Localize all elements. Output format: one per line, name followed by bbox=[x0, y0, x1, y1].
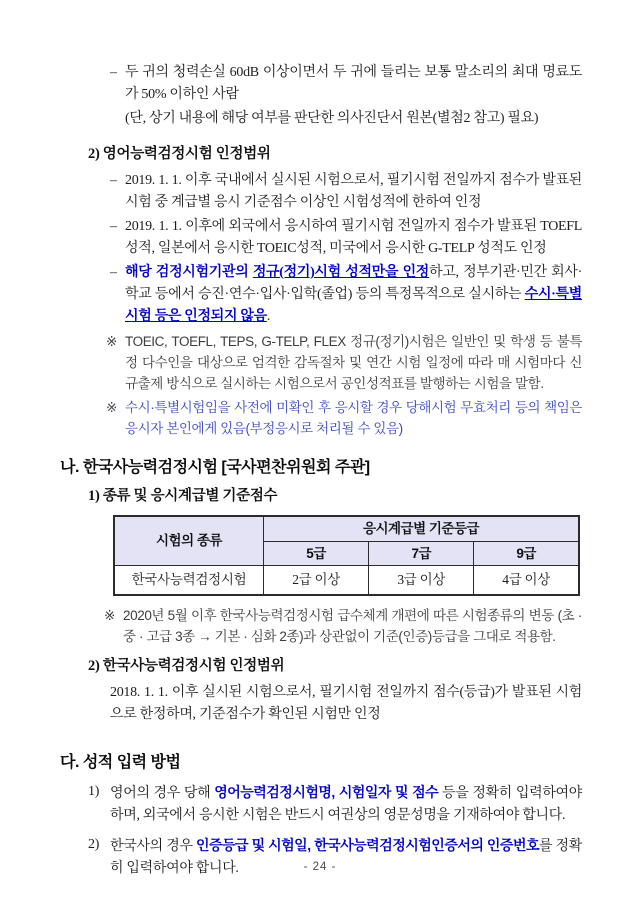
table-header-row bbox=[114, 516, 579, 542]
english-input-highlight: 영어능력검정시험명, 시험일자 및 점수 bbox=[214, 784, 439, 800]
dash-marker: – bbox=[110, 173, 117, 188]
page-number: - 24 - bbox=[303, 861, 337, 873]
grade-system-change-note bbox=[104, 605, 582, 647]
score-input-item-english bbox=[88, 781, 582, 827]
english-scope-item-foreign-text: 2019. 1. 1. 이후에 외국에서 응시하여 필기시험 전일까지 점수가 발표된 TOEFL성적, 일본에서 응시한 TOEIC성적, 미국에서 응시한 G-TELP 성적도 인정 bbox=[125, 219, 582, 256]
english-input-post-text: 등을 정확히 입력하여야 하며, 외국에서 응시한 시험은 반드시 여권상의 영문성명을 기재하여야 합니다. bbox=[110, 786, 582, 823]
score-input-heading: 다. 성적 입력 방법 bbox=[60, 754, 181, 771]
regular-exam-plain-text: 하고, 정부기관·민간 회사·학교 등에서 승진·연수·입사·입학(졸업) 등의 특정목적으로 실시하는 bbox=[125, 265, 582, 302]
special-exam-warning-note bbox=[106, 397, 582, 439]
english-scope-item-domestic bbox=[110, 170, 582, 214]
reference-mark-icon: ※ bbox=[106, 334, 117, 349]
grade-5-value-cell: 2급 이상 bbox=[264, 566, 369, 596]
grade-9-header-cell: 9급 bbox=[474, 542, 579, 566]
grade-system-change-text: 2020년 5월 이후 한국사능력검정시험 급수체계 개편에 따른 시험종류의 변동 (초 · 중 · 고급 3종 → 기본 · 심화 2종)과 상관없이 기준(인증)등급을 그대로 적용함. bbox=[123, 608, 582, 644]
history-input-pre-text: 한국사의 경우 bbox=[110, 839, 196, 854]
history-input-post-text: 를 정확히 입력하여야 합니다. bbox=[110, 839, 583, 876]
item-number: 2) bbox=[88, 837, 100, 852]
english-scope-item-domestic-text: 2019. 1. 1. 이후 국내에서 실시된 시험으로서, 필기시험 전일까지 점수가 발표된 시험 중 계급별 응시 기준점수 이상인 시험성적에 한하여 인정 bbox=[125, 173, 582, 210]
exam-type-header-cell: 시험의 종류 bbox=[114, 516, 264, 566]
regular-exam-definition-note bbox=[106, 331, 582, 394]
dash-marker: – bbox=[110, 265, 117, 280]
korean-history-scope-text: 2018. 1. 1. 이후 실시된 시험으로서, 필기시험 전일까지 점수(등급)가 발표된 시험으로 한정하며, 기준점수가 확인된 시험만 인정 bbox=[110, 685, 582, 722]
special-exam-not-recognized: 수시·특별시험 등은 인정되지 않음 bbox=[125, 287, 582, 324]
dash-marker: – bbox=[110, 219, 117, 234]
hearing-loss-text: 두 귀의 청력손실 60dB 이상이면서 두 귀에 들리는 보통 말소리의 최대 명료도가 50% 이하인 사람 bbox=[125, 65, 582, 102]
english-input-pre-text: 영어의 경우 당해 bbox=[110, 786, 215, 801]
korean-history-sub2-heading: 2) 한국사능력검정시험 인정범위 bbox=[88, 658, 285, 674]
regular-exam-definition-text: TOEIC, TOEFL, TEPS, G-TELP, FLEX 정규(정기)시험은 일반인 및 학생 등 불특정 다수인을 대상으로 엄격한 감독절차 및 연간 시험 일정에 따라 매 시험마다 신규출제 방식으로 실시하는 시험으로서 공인성적표를 발행하는 시험을 말함. bbox=[125, 334, 582, 391]
regular-exam-emphasis: 해당 검정시험기관의 bbox=[125, 265, 253, 280]
korean-history-sub1-heading: 1) 종류 및 응시계급별 기준점수 bbox=[88, 488, 278, 504]
special-exam-warning-text: 수시·특별시험임을 사전에 미확인 후 응시할 경우 당해시험 무효처리 등의 책임은 응시자 본인에게 있음(부정응시로 처리될 수 있음) bbox=[125, 400, 582, 436]
grade-criteria-table bbox=[113, 515, 580, 596]
doctor-certificate-note: (단, 상기 내용에 해당 여부를 판단한 의사진단서 원본(별첨2 참고) 필요) bbox=[125, 111, 539, 126]
english-scope-item-regular-only bbox=[110, 262, 582, 328]
grade-7-header-cell: 7급 bbox=[369, 542, 474, 566]
hearing-loss-item bbox=[110, 62, 582, 106]
item-number: 1) bbox=[88, 784, 100, 799]
grade-9-value-cell: 4급 이상 bbox=[474, 566, 579, 596]
grade-7-value-cell: 3급 이상 bbox=[369, 566, 474, 596]
grade-group-header-cell: 응시계급별 기준등급 bbox=[264, 516, 580, 542]
korean-history-heading: 나. 한국사능력검정시험 [국사편찬위원회 주관] bbox=[60, 459, 370, 476]
history-input-highlight: 인증등급 및 시험일, 한국사능력검정시험인증서의 인증번호 bbox=[195, 837, 540, 853]
regular-exam-underlined: 정규(정기)시험 성적만을 인정 bbox=[252, 265, 430, 280]
english-scope-item-regular-only-text bbox=[125, 262, 582, 328]
reference-mark-icon: ※ bbox=[106, 400, 117, 415]
dash-marker: – bbox=[110, 65, 117, 80]
english-scope-heading: 2) 영어능력검정시험 인정범위 bbox=[88, 146, 271, 162]
sentence-period: . bbox=[266, 309, 271, 324]
grade-5-header-cell: 5급 bbox=[264, 542, 369, 566]
english-scope-item-foreign bbox=[110, 216, 582, 260]
score-input-item-english-text bbox=[110, 781, 582, 827]
reference-mark-icon: ※ bbox=[104, 608, 115, 623]
table-row bbox=[114, 566, 579, 596]
exam-name-cell: 한국사능력검정시험 bbox=[114, 566, 264, 596]
